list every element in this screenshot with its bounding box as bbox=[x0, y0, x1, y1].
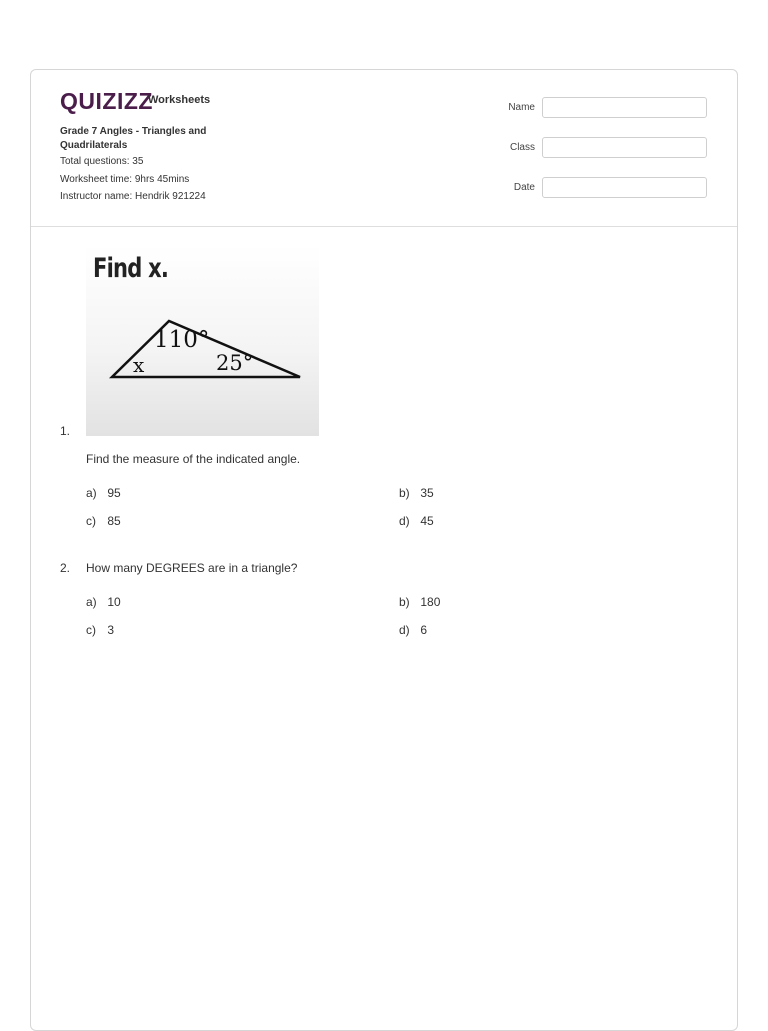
option-label: b) bbox=[399, 486, 410, 500]
option-value: 6 bbox=[420, 623, 428, 637]
question-2-option-c[interactable] bbox=[86, 623, 114, 637]
triangle-diagram bbox=[86, 245, 319, 436]
angle-top-label: 110° bbox=[154, 327, 210, 353]
question-2-option-d[interactable] bbox=[399, 623, 427, 637]
option-label: d) bbox=[399, 623, 410, 637]
name-field[interactable] bbox=[542, 97, 707, 118]
question-1-option-a[interactable] bbox=[86, 486, 121, 500]
option-value: 10 bbox=[107, 595, 121, 609]
question-1-figure bbox=[86, 245, 319, 436]
option-label: a) bbox=[86, 486, 97, 500]
worksheet-header bbox=[31, 70, 737, 227]
option-label: c) bbox=[86, 514, 96, 528]
worksheet-title: Grade 7 Angles - Triangles and Quadrilaterals bbox=[60, 126, 207, 151]
instructor-name: Instructor name: Hendrik 921224 bbox=[60, 191, 206, 202]
total-questions: Total questions: 35 bbox=[60, 156, 144, 167]
option-value: 95 bbox=[107, 486, 121, 500]
class-field[interactable] bbox=[542, 137, 707, 158]
angle-right-label: 25° bbox=[216, 351, 254, 375]
option-value: 180 bbox=[420, 595, 441, 609]
question-1-option-d[interactable] bbox=[399, 514, 434, 528]
question-1-option-b[interactable] bbox=[399, 486, 434, 500]
angle-x-label: x bbox=[133, 353, 145, 377]
figure-title: Find x. bbox=[93, 253, 169, 284]
question-2-option-b[interactable] bbox=[399, 595, 440, 609]
question-2-text: How many DEGREES are in a triangle? bbox=[86, 561, 298, 575]
date-label: Date bbox=[513, 182, 535, 193]
option-label: b) bbox=[399, 595, 410, 609]
name-label: Name bbox=[508, 102, 535, 113]
option-label: d) bbox=[399, 514, 410, 528]
logo-subtitle: Worksheets bbox=[148, 94, 211, 106]
worksheet-time: Worksheet time: 9hrs 45mins bbox=[60, 174, 190, 185]
question-1-number: 1. bbox=[60, 424, 71, 438]
question-1-option-c[interactable] bbox=[86, 514, 121, 528]
option-label: a) bbox=[86, 595, 97, 609]
option-value: 85 bbox=[107, 514, 121, 528]
question-1-text: Find the measure of the indicated angle. bbox=[86, 452, 301, 466]
question-2-option-a[interactable] bbox=[86, 595, 121, 609]
option-value: 35 bbox=[420, 486, 434, 500]
option-label: c) bbox=[86, 623, 96, 637]
date-field[interactable] bbox=[542, 177, 707, 198]
option-value: 45 bbox=[420, 514, 434, 528]
quizizz-logo: QUIZIZZ bbox=[60, 88, 153, 114]
worksheet-page bbox=[30, 69, 738, 1031]
question-2-number: 2. bbox=[60, 561, 71, 575]
option-value: 3 bbox=[107, 623, 115, 637]
class-label: Class bbox=[509, 142, 535, 153]
